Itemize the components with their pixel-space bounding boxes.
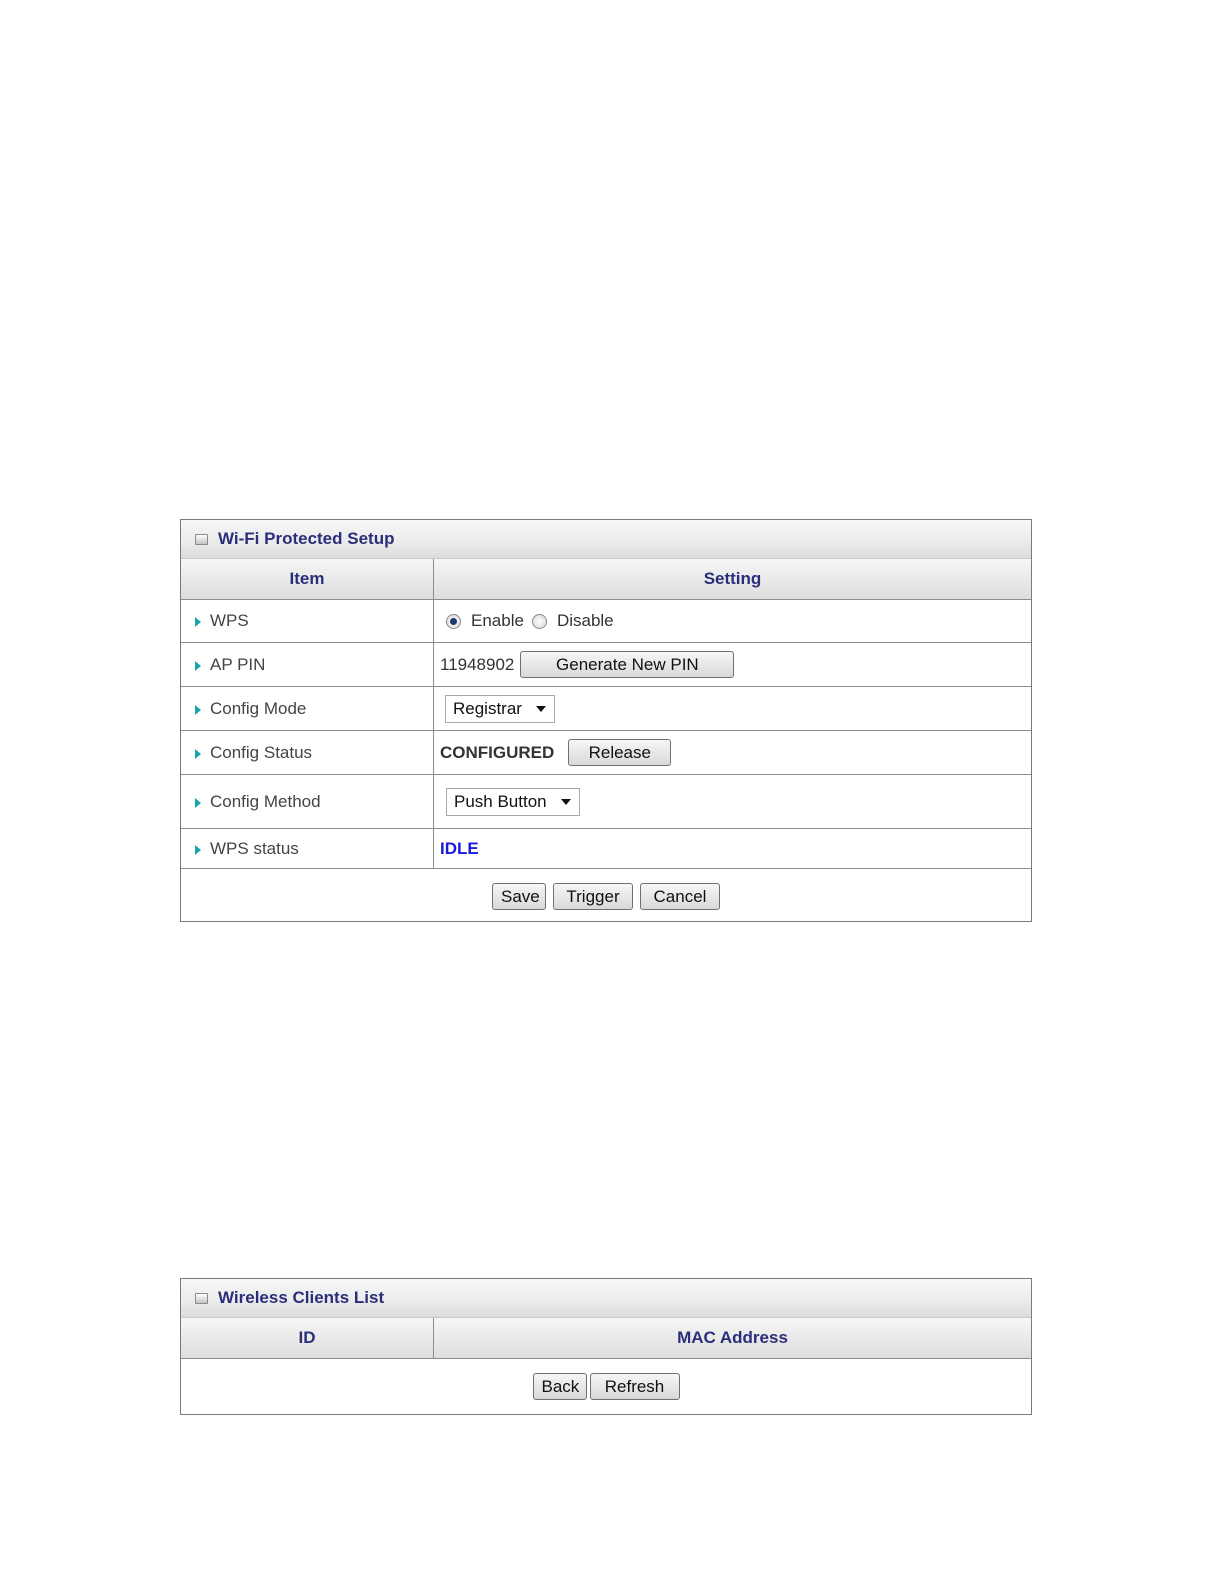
chevron-down-icon xyxy=(536,706,546,712)
wps-table-header xyxy=(181,559,1031,600)
row-arrow-icon xyxy=(195,705,201,715)
config-method-select[interactable] xyxy=(446,788,580,816)
header-item: Item xyxy=(181,559,434,599)
header-id: ID xyxy=(181,1318,434,1358)
config-status-label: Config Status xyxy=(210,742,313,762)
panel-window-icon xyxy=(195,1293,208,1304)
row-arrow-icon xyxy=(195,749,201,759)
config-mode-label: Config Mode xyxy=(210,698,307,718)
row-arrow-icon xyxy=(195,661,201,671)
row-config-method xyxy=(181,775,1031,829)
row-arrow-icon xyxy=(195,617,201,627)
wps-enable-label: Enable xyxy=(471,611,524,630)
panel-window-icon xyxy=(195,534,208,545)
wps-status-label: WPS status xyxy=(210,838,299,858)
row-wps xyxy=(181,600,1031,643)
row-ap-pin xyxy=(181,643,1031,687)
clients-panel-title: Wireless Clients List xyxy=(218,1288,385,1307)
chevron-down-icon xyxy=(561,799,571,805)
ap-pin-value: 11948902 xyxy=(440,654,515,674)
wps-panel xyxy=(180,519,1032,922)
ap-pin-label: AP PIN xyxy=(210,654,266,674)
save-button[interactable]: Save xyxy=(492,883,546,910)
config-mode-value: Registrar xyxy=(453,698,522,718)
wps-enable-radio[interactable] xyxy=(446,614,461,629)
wps-status-value: IDLE xyxy=(440,838,479,858)
clients-table-header xyxy=(181,1318,1031,1359)
row-arrow-icon xyxy=(195,845,201,855)
refresh-button[interactable]: Refresh xyxy=(590,1373,680,1400)
header-mac-address: MAC Address xyxy=(677,1328,788,1347)
back-button[interactable]: Back xyxy=(533,1373,587,1400)
wps-panel-title-bar xyxy=(181,520,1031,559)
wps-panel-title: Wi-Fi Protected Setup xyxy=(218,529,395,548)
config-mode-select[interactable] xyxy=(445,695,555,723)
row-arrow-icon xyxy=(195,798,201,808)
wps-label: WPS xyxy=(210,611,249,630)
header-setting: Setting xyxy=(703,569,762,588)
clients-actions xyxy=(181,1359,1031,1413)
clients-panel xyxy=(180,1278,1032,1415)
wps-disable-radio[interactable] xyxy=(532,614,547,629)
trigger-button[interactable]: Trigger xyxy=(553,883,633,910)
wps-disable-label: Disable xyxy=(556,611,614,630)
cancel-button[interactable]: Cancel xyxy=(640,883,720,910)
row-config-status xyxy=(181,731,1031,775)
wps-actions xyxy=(181,869,1031,924)
config-method-label: Config Method xyxy=(210,791,321,811)
row-config-mode xyxy=(181,687,1031,731)
release-button[interactable]: Release xyxy=(568,739,671,766)
generate-new-pin-button[interactable]: Generate New PIN xyxy=(520,651,734,678)
clients-panel-title-bar xyxy=(181,1279,1031,1318)
config-status-value: CONFIGURED xyxy=(440,742,555,762)
row-wps-status xyxy=(181,829,1031,869)
config-method-value: Push Button xyxy=(454,791,547,811)
